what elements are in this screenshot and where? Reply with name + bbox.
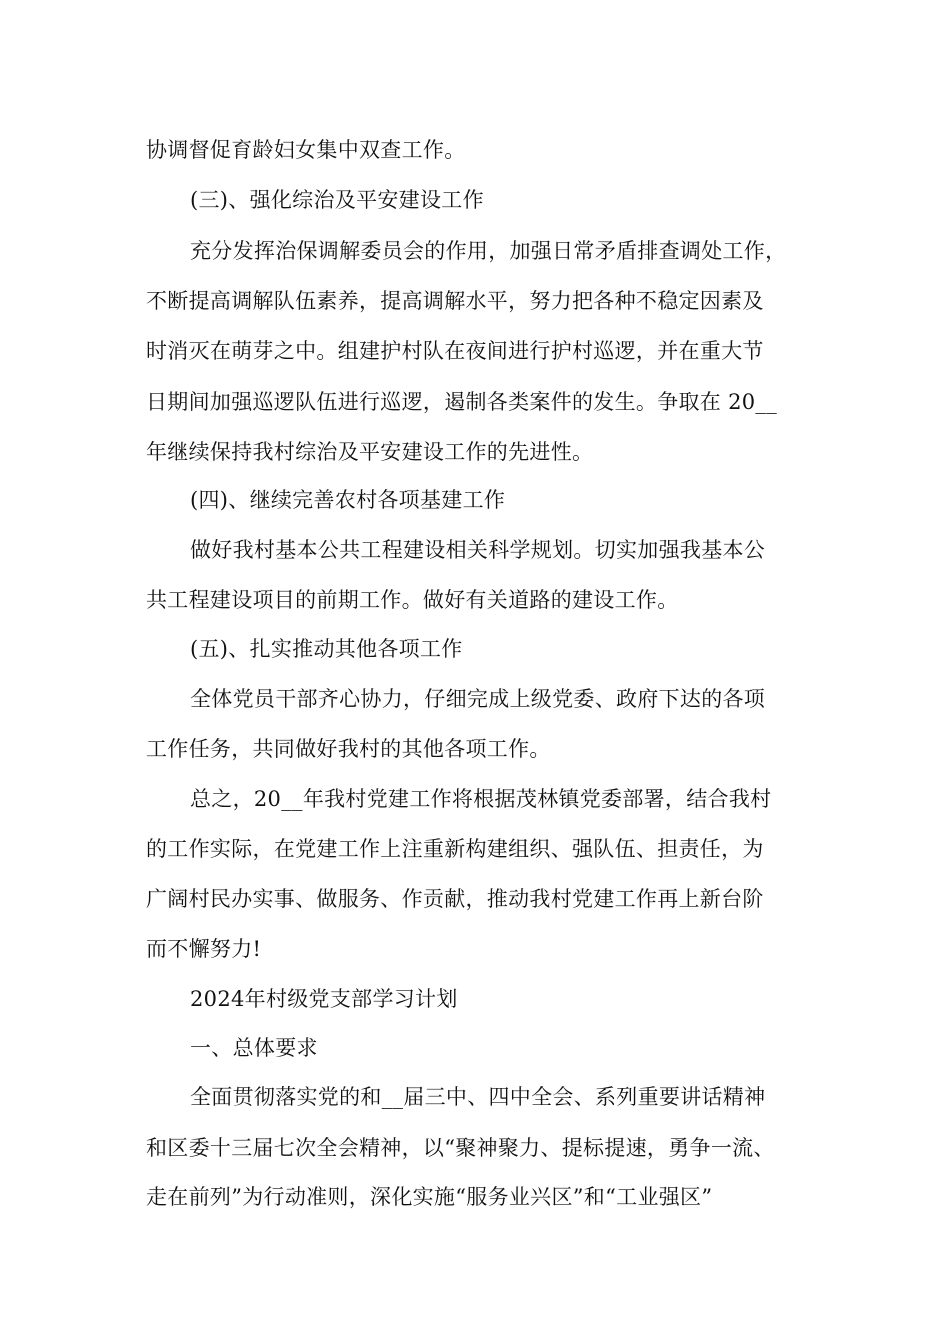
section-heading: (三)、强化综治及平安建设工作 [190,188,484,212]
text-line: 总之，20__年我村党建工作将根据茂林镇党委部署，结合我村 [190,787,772,811]
text-line: 共工程建设项目的前期工作。做好有关道路的建设工作。 [146,588,679,612]
text-line: 做好我村基本公共工程建设相关科学规划。切实加强我基本公 [190,538,766,562]
text-line: 日期间加强巡逻队伍进行巡逻，遏制各类案件的发生。争取在 20__ [146,390,777,414]
text-line: 工作任务，共同做好我村的其他各项工作。 [146,737,551,761]
text-line: 的工作实际，在党建工作上注重新构建组织、强队伍、担责任，为 [146,837,764,861]
text-line: 走在前列”为行动准则，深化实施“服务业兴区”和“工业强区” [146,1185,713,1209]
text-line: 而不懈努力! [146,937,262,961]
text-line: 全体党员干部齐心协力，仔细完成上级党委、政府下达的各项 [190,687,766,711]
section-heading: (四)、继续完善农村各项基建工作 [190,488,506,512]
text-line: 全面贯彻落实党的和__届三中、四中全会、系列重要讲话精神 [190,1085,766,1109]
plan-title: 2024年村级党支部学习计划 [190,987,458,1011]
text-line: 充分发挥治保调解委员会的作用，加强日常矛盾排查调处工作， [190,239,787,263]
section-heading: 一、总体要求 [190,1036,318,1060]
text-line: 年继续保持我村综治及平安建设工作的先进性。 [146,440,594,464]
text-line: 不断提高调解队伍素养，提高调解水平，努力把各种不稳定因素及 [146,289,764,313]
text-line: 协调督促育龄妇女集中双查工作。 [146,138,466,162]
text-line: 时消灭在萌芽之中。组建护村队在夜间进行护村巡逻，并在重大节 [146,339,764,363]
text-line: 和区委十三届七次全会精神，以“聚神聚力、提标提速，勇争一流、 [146,1136,775,1160]
section-heading: (五)、扎实推动其他各项工作 [190,637,463,661]
text-line: 广阔村民办实事、做服务、作贡献，推动我村党建工作再上新台阶 [146,887,764,911]
